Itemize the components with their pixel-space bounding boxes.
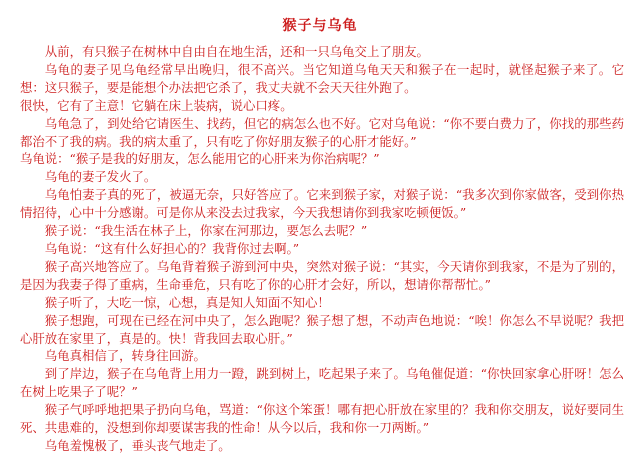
paragraph: 乌龟怕妻子真的死了，被逼无奈，只好答应了。它来到猴子家，对猴子说：“我多次到你家做客，受到你热情招待，心中十分感谢。可是你从来没去过我家，今天我想请你到我家吃顿便饭。” [20, 187, 624, 221]
paragraph: 猴子听了，大吃一惊，心想，真是知人知面不知心！ [44, 294, 330, 310]
document-title: 猴子与乌龟 [282, 18, 358, 34]
paragraph: 从前，有只猴子在树林中自由自在地生活，还和一只乌龟交上了朋友。 [44, 44, 429, 59]
paragraph: 猴子说：“我生活在林子上，你家在河那边，要怎么去呢？” [44, 223, 368, 239]
paragraph: 乌龟急了，到处给它请医生、找药，但它的病怎么也不好。它对乌龟说：“你不要白费力了，你找的那些药都治不了我的病。我的病太重了，只有吃了你好朋友猴子的心肝才能好。” [20, 115, 624, 149]
paragraph: 乌龟羞愧极了，垂头丧气地走了。 [44, 437, 231, 453]
paragraph: 猴子想跑，可现在已经在河中央了，怎么跑呢？猴子想了想，不动声色地说：“唉！你怎么不早说呢？我把心肝放在家里了，真是的。快！背我回去取心肝。” [20, 312, 624, 346]
paragraph: 猴子高兴地答应了。乌龟背着猴子游到河中央，突然对猴子说：“其实，今天请你到我家，不是为了别的，是因为我妻子得了重病，生命垂危，只有吃了你的心肝才会好，所以，想请你帮帮忙。” [20, 258, 624, 292]
paragraph: 乌龟的妻子见乌龟经常早出晚归，很不高兴。当它知道乌龟天天和猴子在一起时，就怪起猴子来了。它想：这只猴子，要是能想个办法把它杀了，我丈夫就不会天天往外跑了。 [20, 61, 624, 95]
paragraph: 乌龟说：“猴子是我的好朋友，怎么能用它的心肝来为你治病呢？” [20, 151, 380, 167]
paragraph: 乌龟真相信了，转身往回游。 [44, 348, 206, 364]
paragraph: 到了岸边，猴子在乌龟背上用力一蹬，跳到树上，吃起果子来了。乌龟催促道：“你快回家拿心肝呀！怎么在树上吃果子了呢？” [20, 366, 624, 400]
paragraph: 乌龟的妻子发火了。 [44, 169, 157, 185]
paragraph: 乌龟说：“这有什么好担心的？我背你过去啊。” [44, 240, 300, 256]
paragraph: 很快，它有了主意！它躺在床上装病，说心口疼。 [20, 97, 293, 113]
paragraph: 猴子气呼呼地把果子扔向乌龟，骂道：“你这个笨蛋！哪有把心肝放在家里的？我和你交朋友，说好要同生死、共患难的，没想到你却要谋害我的性命！从今以后，我和你一刀两断。” [20, 402, 624, 436]
document-body [20, 43, 624, 455]
